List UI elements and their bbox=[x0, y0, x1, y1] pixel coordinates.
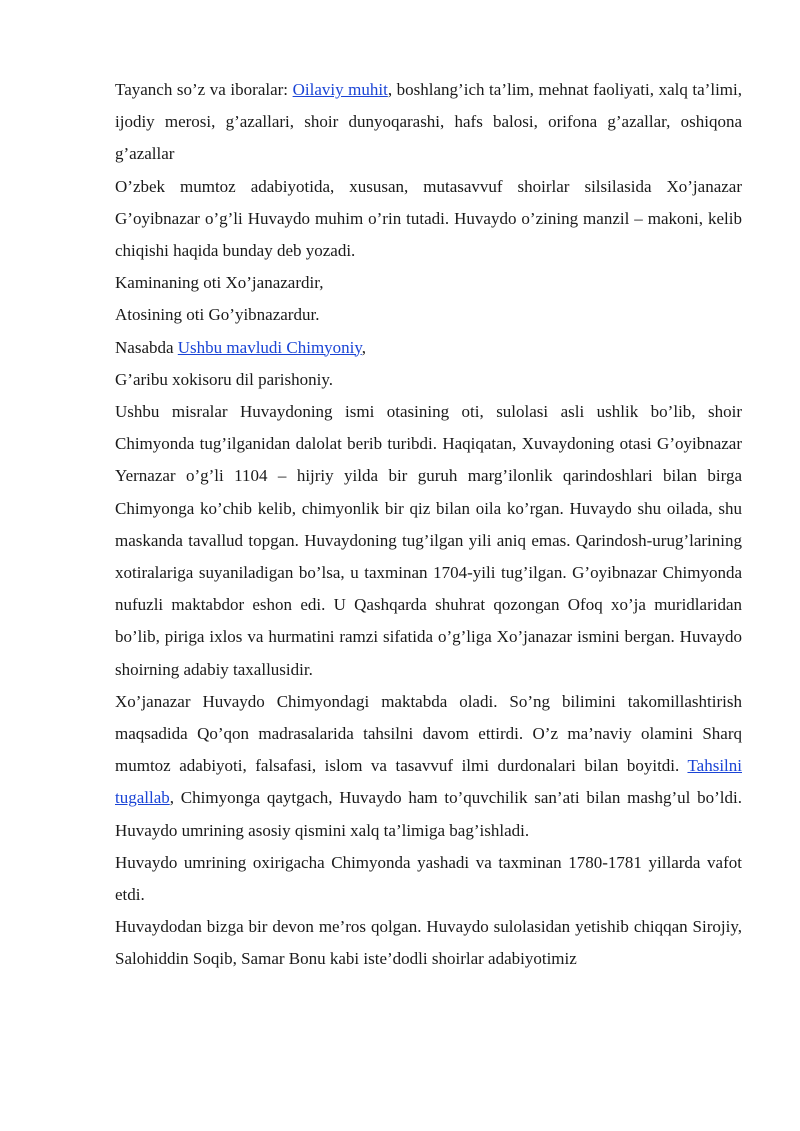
verse-line-2: Atosining oti Go’yibnazardur. bbox=[115, 305, 320, 325]
death-paragraph: Huvaydo umrining oxirigacha Chimyonda yashadi va taxminan 1780-1781 yillarda vafot etdi. bbox=[115, 852, 742, 905]
tahsilni-tugallab-link[interactable]: Tahsilni tugallab bbox=[115, 756, 742, 808]
keywords-rest-text: , boshlang’ich ta’lim, mehnat faoliyati, xalq ta’limi, ijodiy merosi, g’azallari, shoir dunyoqarashi, hafs balosi, orifona g’azallar, oshiqona g’azallar bbox=[115, 80, 742, 164]
education-lead-text: Xo’janazar Huvaydo Chimyondagi maktabda oladi. So’ng bilimini takomillashtirish maqsadida Qo’qon madrasalarida tahsilni davom ettirdi. O’z ma’naviy olamini Sharq mumtoz adabiyoti, falsafasi, islom va tasavvuf ilmi durdonalari bilan boyitdi. bbox=[115, 691, 742, 776]
education-paragraph bbox=[115, 686, 742, 847]
education-rest-text: , Chimyonga qaytgach, Huvaydo ham to’quvchilik san’ati bilan mashg’ul bo’ldi. Huvaydo umrining asosiy qismini xalq ta’limiga bag’ishladi. bbox=[115, 788, 742, 840]
verse-line-3-tail: , bbox=[361, 337, 367, 357]
keywords-lead-text: Tayanch so’z va iboralar: bbox=[115, 80, 293, 99]
ushbu-mavludi-chimyoniy-link[interactable]: Ushbu mavludi Chimyoniy bbox=[177, 337, 362, 357]
keywords-paragraph bbox=[115, 74, 742, 171]
verse-line-4: G’aribu xokisoru dil parishoniy. bbox=[115, 369, 333, 389]
legacy-paragraph: Huvaydodan bizga bir devon me’ros qolgan. Huvaydo sulolasidan yetishib chiqqan Sirojiy, Salohiddin Soqib, Samar Bonu kabi iste’dodli shoirlar adabiyotimiz bbox=[115, 917, 742, 969]
intro-paragraph: O’zbek mumtoz adabiyotida, xususan, mutasavvuf shoirlar silsilasida Xo’janazar G’oyibnazar o’g’li Huvaydo muhim o’rin tutadi. Huvaydo o’zining manzil – makoni, kelib chiqishi haqida bunday deb yozadi. bbox=[115, 176, 742, 261]
verse-line-3 bbox=[115, 332, 742, 364]
verse-line-3-lead: Nasabda bbox=[115, 337, 178, 357]
verse-line-1: Kaminaning oti Xo’janazardir, bbox=[115, 273, 324, 293]
biography-paragraph: Ushbu misralar Huvaydoning ismi otasining oti, sulolasi asli ushlik bo’lib, shoir Chimyonda tug’ilganidan dalolat berib turibdi. Haqiqatan, Xuvaydoning otasi G’oyibnazar Yernazar o’g’li 1104 – hijriy yilda bir guruh marg’ilonlik qarindoshlari bilan birga Chimyonga ko’chib kelib, chimyonlik bir qiz bilan oila ko’rgan. Huvaydo shu oilada, shu maskanda tavallud topgan. Huvaydoning tug’ilgan yili aniq emas. Qarindosh-urug’larining xotiralariga suyaniladigan bo’lsa, u taxminan 1704-yili tug’ilgan. G’oyibnazar Chimyonda nufuzli maktabdor eshon edi. U Qashqarda shuhrat qozongan Ofoq xo’ja muridlaridan bo’lib, piriga ixlos va hurmatini ramzi sifatida o’g’liga Xo’janazar ismini bergan. Huvaydo shoirning adabiy taxallusidir. bbox=[115, 402, 742, 679]
oilaviy-muhit-link[interactable]: Oilaviy muhit bbox=[292, 80, 388, 99]
document-page bbox=[115, 74, 742, 976]
